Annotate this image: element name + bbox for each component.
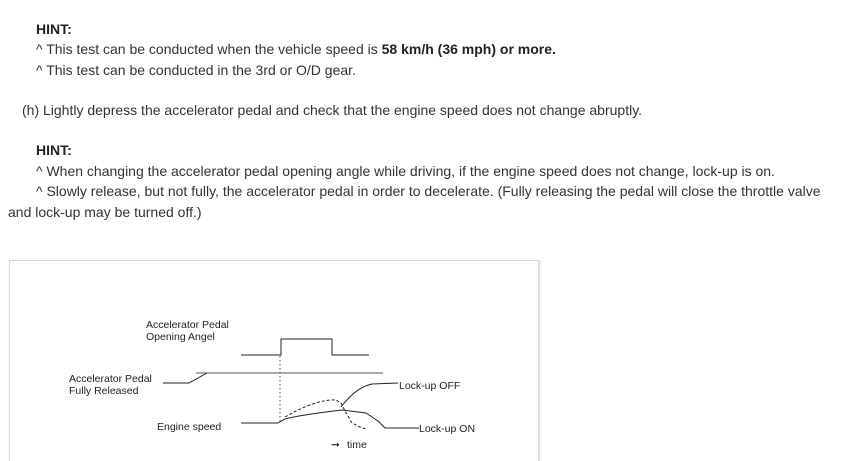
- lockup-off-trace: [341, 383, 398, 407]
- hint-2-line-2: ^ Slowly release, but not fully, the accelerator pedal in order to decelerate. (Fully releasing the pedal will close the throttle valve: [36, 183, 821, 199]
- label-lockup-on: Lock-up ON: [419, 423, 476, 435]
- pedal-opening-trace: [241, 339, 369, 355]
- label-opening-1: Accelerator Pedal: [146, 319, 229, 331]
- time-arrow-icon: ➞: [331, 439, 340, 451]
- label-lockup-off: Lock-up OFF: [399, 380, 461, 392]
- hint-2-line-3: and lock-up may be turned off.): [8, 204, 202, 220]
- hint-1-title: HINT:: [36, 21, 72, 37]
- lockup-diagram: [9, 260, 539, 461]
- hint-2-title: HINT:: [36, 142, 72, 158]
- label-opening-2: Opening Angel: [146, 331, 215, 343]
- label-released-2: Fully Released: [69, 385, 139, 397]
- hint-1-line-1: [36, 40, 556, 58]
- label-engine-speed: Engine speed: [157, 421, 222, 433]
- label-released-1: Accelerator Pedal: [69, 373, 152, 385]
- step-h-text: (h) Lightly depress the accelerator pedal and check that the engine speed does not change abruptly.: [22, 102, 643, 118]
- released-pedal-trace: [163, 373, 207, 383]
- lockup-diagram-svg: [10, 261, 538, 461]
- hint-1-line-1-text: ^ This test can be conducted when the vehicle speed is: [36, 41, 382, 57]
- engine-speed-trace: [241, 410, 400, 428]
- lockup-off-dashed-trace: [285, 400, 366, 429]
- label-time: time: [347, 439, 367, 451]
- hint-1-line-2: ^ This test can be conducted in the 3rd or O/D gear.: [36, 62, 356, 78]
- hint-2-line-1: ^ When changing the accelerator pedal opening angle while driving, if the engine speed does not change, lock-up is on.: [36, 163, 775, 179]
- speed-requirement: 58 km/h (36 mph) or more.: [381, 41, 556, 57]
